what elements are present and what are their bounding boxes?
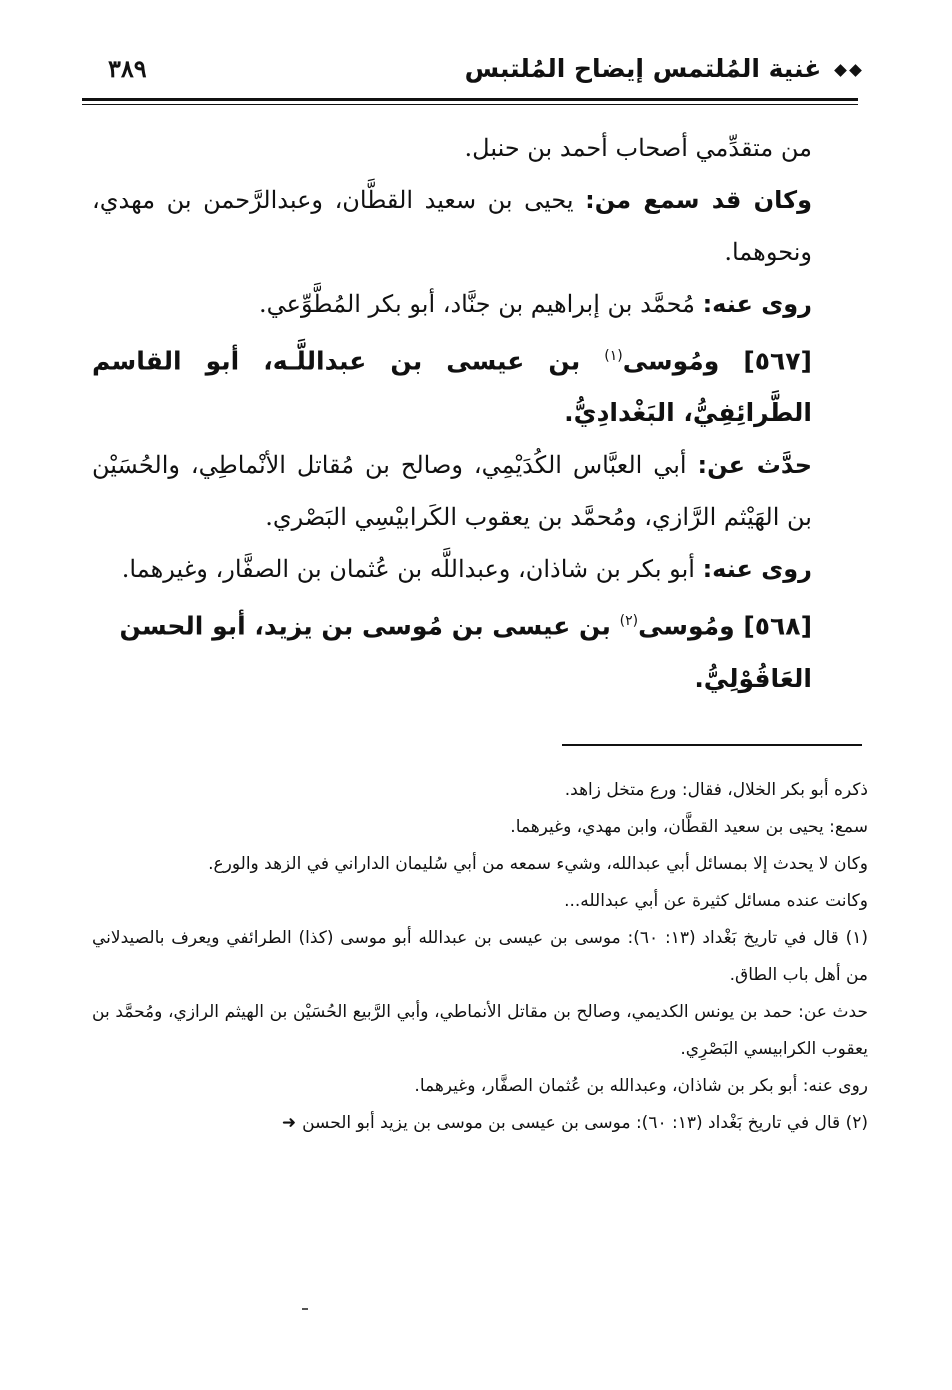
paragraph: من متقدِّمي أصحاب أحمد بن حنبل. — [464, 134, 812, 162]
header-rule — [82, 98, 858, 101]
paragraph: حدَّث عن: أبي العبَّاس الكُدَيْمِي، وصالح بن مُقاتل الأنْماطِي، والحُسَيْن بن الهَيْثم الرَّازي، ومُحمَّد بن يعقوب الكَرابيْسِي البَصْري. — [92, 451, 812, 532]
footnote-2: (٢) قال في تاريخ بَغْداد (١٣: ٦٠): موسى بن عيسى بن موسى بن يزيد أبو الحسن➜ — [92, 1105, 868, 1142]
page-number: ٣٨٩ — [108, 54, 147, 83]
footnote-ref[interactable]: (١) — [604, 348, 623, 364]
header-rule-thin — [82, 104, 858, 105]
entry-number: [٥٦٧] — [743, 346, 812, 376]
paragraph: وكان قد سمع من: يحيى بن سعيد القطَّان، وعبدالرَّحمن بن مهدي، ونحوهما. — [92, 186, 812, 266]
footnote-line: حدث عن: حمد بن يونس الكديمي، وصالح بن مقاتل الأنماطي، وأبي الرَّبيع الحُسَيْن بن الهيثم الرازي، ومُحمَّد بن يعقوب الكرابيسي البَصْرِي. — [92, 1002, 868, 1059]
footnote-line: ذكره أبو بكر الخلال، فقال: ورع متخل زاهد. — [564, 780, 868, 800]
footnotes — [92, 772, 868, 1142]
continue-arrow-icon: ➜ — [281, 1113, 297, 1133]
footnote-line: روى عنه: أبو بكر بن شاذان، وعبدالله بن عُثمان الصفَّار، وغيرهما. — [414, 1076, 868, 1096]
diamond-icon — [849, 64, 862, 77]
paragraph: روى عنه: مُحمَّد بن إبراهيم بن جنَّاد، أبو بكر المُطَّوِّعي. — [259, 290, 812, 318]
page-header — [80, 48, 860, 96]
biography-entry-568: [٥٦٨] ومُوسى$^{(٢)}$ بن عيسى بن مُوسى بن يزيد، أبو الحسن العَاقُوْلِيُّ. — [119, 611, 812, 693]
page-mark — [302, 1308, 308, 1310]
section-label: روى عنه: — [702, 290, 812, 318]
footnote-separator — [562, 744, 862, 746]
section-label: حدَّث عن: — [697, 451, 812, 480]
footnote-1: (١) قال في تاريخ بَغْداد (١٣: ٦٠): موسى بن عيسى بن عبدالله أبو موسى (كذا) الطرائفي ويعرف بالصيدلاني من أهل باب الطاق. — [92, 928, 868, 985]
entry-number: [٥٦٨] — [743, 611, 812, 641]
main-text — [92, 122, 862, 705]
diamond-icon — [834, 64, 847, 77]
footnote-ref[interactable]: (٢) — [619, 613, 639, 630]
footnote-line: وكانت عنده مسائل كثيرة عن أبي عبدالله... — [564, 891, 868, 911]
running-title — [465, 54, 860, 83]
footnote-line: سمع: يحيى بن سعيد القطَّان، وابن مهدي، وغيرهما. — [510, 817, 868, 837]
biography-entry-567: [٥٦٧] ومُوسى$^{(١)}$ بن عيسى بن عبداللَّـه، أبو القاسم الطَّرائِفِيُّ، البَغْدادِيُّ. — [92, 346, 812, 428]
book-title: غنية المُلتمس إيضاح المُلتبس — [464, 54, 822, 83]
section-label: وكان قد سمع من: — [585, 186, 812, 214]
footnote-line: وكان لا يحدث إلا بمسائل أبي عبدالله، وشيء سمعه من أبي سُليمان الداراني في الزهد والورع. — [208, 854, 868, 874]
paragraph: روى عنه: أبو بكر بن شاذان، وعبداللَّه بن عُثمان بن الصفَّار، وغيرهما. — [121, 555, 812, 584]
section-label: روى عنه: — [702, 555, 812, 584]
